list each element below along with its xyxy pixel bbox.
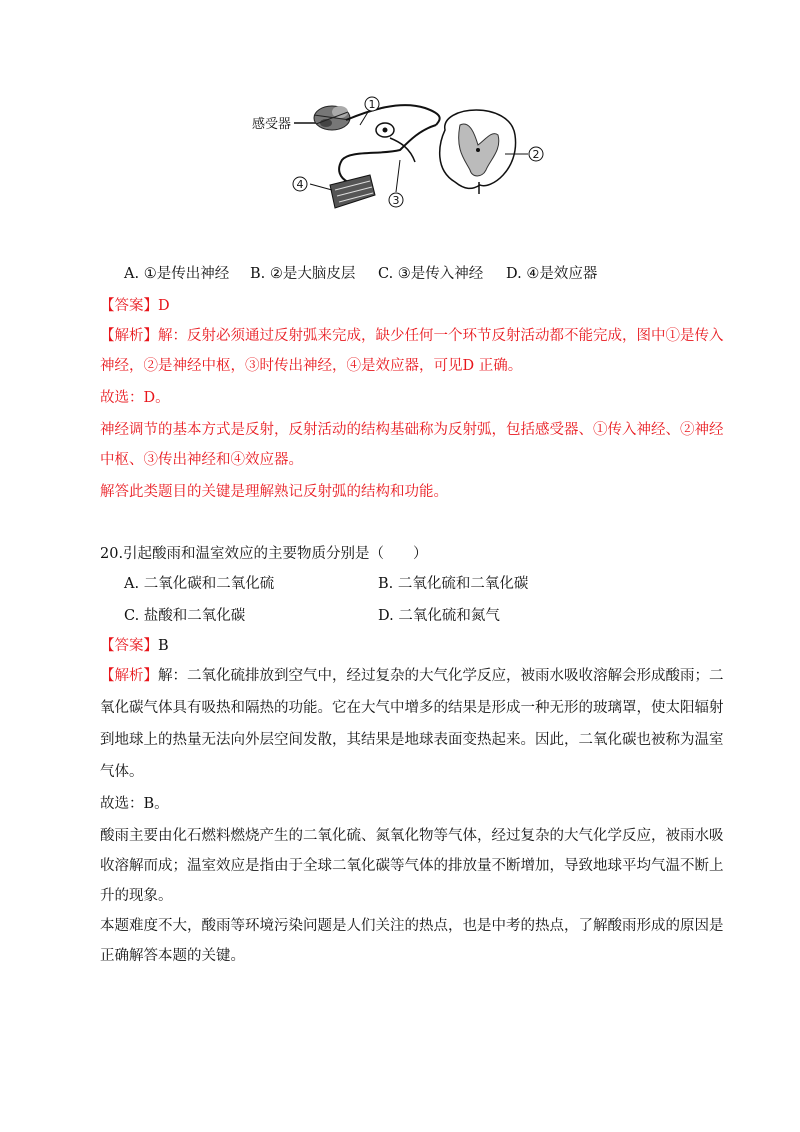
svg-text:1: 1 bbox=[368, 98, 376, 111]
answer-value: B bbox=[158, 638, 169, 654]
effector-shape bbox=[330, 175, 375, 208]
q19-analysis-line-2: 神经，②是神经中枢，③时传出神经，④是效应器，可见D 正确。 bbox=[100, 358, 523, 374]
receptor-shape bbox=[314, 106, 350, 130]
q19-option-d: D. ④是效应器 bbox=[506, 266, 598, 282]
q20-option-c: C. 盐酸和二氧化碳 bbox=[124, 608, 246, 624]
q20-question: 20.引起酸雨和温室效应的主要物质分别是（ ） bbox=[100, 546, 428, 562]
q19-analysis-line-1: 【解析】解：反射必须通过反射弧来完成，缺少任何一个环节反射活动都不能完成，图中①是传入 bbox=[100, 328, 724, 344]
marker-4 bbox=[293, 177, 307, 191]
analysis-tag: 【解析】 bbox=[100, 328, 158, 344]
q20-analysis-line-9: 本题难度不大，酸雨等环境污染问题是人们关注的热点，也是中考的热点，了解酸雨形成的原因是 bbox=[100, 918, 724, 934]
q20-analysis-line-5: 故选：B。 bbox=[100, 796, 169, 812]
svg-text:4: 4 bbox=[296, 178, 304, 191]
svg-text:3: 3 bbox=[392, 194, 400, 207]
q20-analysis-line-2: 氧化碳气体具有吸热和隔热的功能。它在大气中增多的结果是形成一种无形的玻璃罩，使太阳辐射 bbox=[100, 700, 724, 716]
q19-answer bbox=[100, 296, 170, 316]
q20-analysis-line-8: 升的现象。 bbox=[100, 888, 173, 904]
q19-option-a: A. ①是传出神经 bbox=[124, 266, 230, 282]
q20-option-a: A. 二氧化碳和二氧化硫 bbox=[124, 576, 275, 592]
q20-analysis-line-6: 酸雨主要由化石燃料燃烧产生的二氧化硫、氮氧化物等气体，经过复杂的大气化学反应，被雨水吸 bbox=[100, 828, 724, 844]
answer-tag: 【答案】 bbox=[100, 638, 158, 654]
receptor-label: 感受器 bbox=[252, 117, 292, 132]
q20-option-d: D. 二氧化硫和氮气 bbox=[378, 608, 500, 624]
q19-option-b: B. ②是大脑皮层 bbox=[250, 266, 356, 282]
q19-analysis-line-5: 中枢、③传出神经和④效应器。 bbox=[100, 452, 303, 468]
marker-3 bbox=[389, 193, 403, 207]
q20-analysis-line-10: 正确解答本题的关键。 bbox=[100, 948, 245, 964]
q20-option-b: B. 二氧化硫和二氧化碳 bbox=[378, 576, 529, 592]
q19-analysis-line-4: 神经调节的基本方式是反射，反射活动的结构基础称为反射弧，包括感受器、①传入神经、②神经 bbox=[100, 422, 724, 438]
marker-2 bbox=[529, 147, 543, 161]
analysis-tag: 【解析】 bbox=[100, 668, 158, 684]
q20-answer bbox=[100, 636, 169, 656]
q20-analysis-line-3: 到地球上的热量无法向外层空间发散，其结果是地球表面变热起来。因此，二氧化碳也被称为温室 bbox=[100, 732, 724, 748]
marker-1 bbox=[365, 97, 379, 111]
reflex-arc-figure bbox=[250, 90, 570, 220]
q19-analysis-line-6: 解答此类题目的关键是理解熟记反射弧的结构和功能。 bbox=[100, 484, 448, 500]
answer-value: D bbox=[158, 298, 170, 314]
q20-analysis-line-1: 【解析】解：二氧化硫排放到空气中，经过复杂的大气化学反应，被雨水吸收溶解会形成酸雨；二 bbox=[100, 668, 724, 684]
spinal-cord-section bbox=[440, 110, 516, 194]
q20-analysis-line-4: 气体。 bbox=[100, 764, 144, 780]
svg-text:2: 2 bbox=[532, 148, 540, 161]
q19-analysis-line-3: 故选：D。 bbox=[100, 390, 170, 406]
q19-option-c: C. ③是传入神经 bbox=[378, 266, 484, 282]
q20-analysis-line-7: 收溶解而成；温室效应是指由于全球二氧化碳等气体的排放量不断增加，导致地球平均气温不断上 bbox=[100, 858, 724, 874]
answer-tag: 【答案】 bbox=[100, 298, 158, 314]
reflex-arc-diagram bbox=[250, 90, 570, 220]
